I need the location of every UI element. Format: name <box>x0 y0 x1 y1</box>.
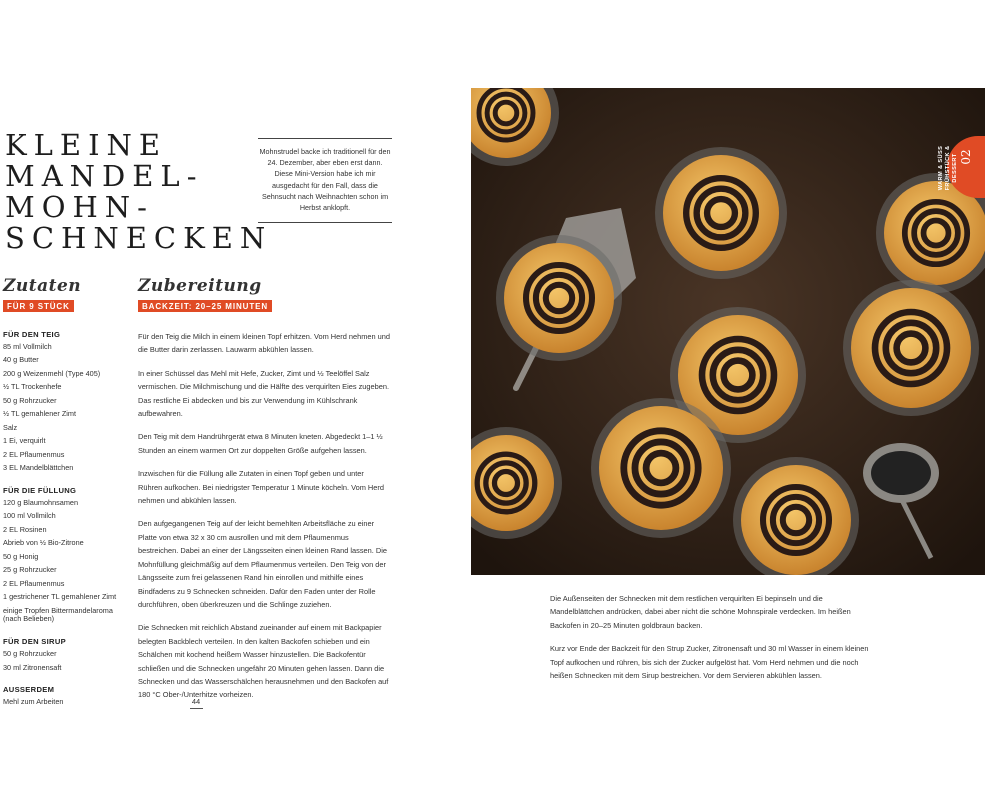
ingredient-group-title: AUSSERDEM <box>3 685 55 695</box>
ingredient-group-title: FÜR DEN SIRUP <box>3 637 66 647</box>
intro-text: Mohnstrudel backe ich traditionell für den 24. Dezember, aber eben erst dann. Diese Mini-Version habe ich mir ausgedacht für den Fall, dass die Sehnsucht nach Weihnachten schon im Herbst anklopft. <box>258 138 392 223</box>
bun <box>851 288 971 408</box>
title-line: KLEINE <box>5 128 168 162</box>
ingredient-group <box>3 330 123 473</box>
ingredient-item: 2 EL Rosinen <box>3 524 47 534</box>
ingredient-list <box>3 650 123 672</box>
method-step: In einer Schüssel das Mehl mit Hefe, Zucker, Zimt und ½ Teelöffel Salz vermischen. Die Milchmischung und die Hälfte des verquirlten Eies zugeben. Das restliche Ei abdecken und bis zur Verwendung im Kühlschrank aufbewahren. <box>138 368 389 419</box>
ingredient-item: einige Tropfen Bittermandelaroma (nach Belieben) <box>3 605 113 624</box>
method-steps <box>138 330 390 702</box>
ingredient-item: Mehl zum Arbeiten <box>3 697 64 707</box>
ingredient-group-title: FÜR DEN TEIG <box>3 330 61 339</box>
recipe-title <box>5 128 273 255</box>
ingredient-list <box>3 343 123 473</box>
method-step: Die Außenseiten der Schnecken mit dem restlichen verquirlten Ei bepinseln und die Mandelblättchen andrücken, dabei aber nicht die schöne Mohnspirale verdecken. Im heißen Backofen in 20–25 Minuten goldbraun backen. <box>550 594 851 630</box>
ingredient-item: ½ TL Trockenhefe <box>3 382 62 392</box>
bun <box>741 465 851 575</box>
ingredient-item: 1 Ei, verquirlt <box>3 436 46 446</box>
chapter-label-line: WARM & SÜSS <box>938 145 944 191</box>
page-number-rule <box>190 708 203 709</box>
page-number: 44 <box>191 697 201 706</box>
ingredients-heading: Zutaten <box>3 276 82 296</box>
method-step: Den Teig mit dem Handrührgerät etwa 8 Minuten kneten. Abgedeckt 1–1 ½ Stunden an einem warmen Ort zur doppelten Größe aufgehen lassen. <box>138 432 383 455</box>
ingredients-section <box>3 276 123 712</box>
bun <box>504 243 614 353</box>
method-step: Die Schnecken mit reichlich Abstand zueinander auf einem mit Backpapier belegten Backblech verteilen. In den kalten Backofen schieben und ein Schälchen mit kochend heißem Wasser hinzustellen. Die Backofentür schließen und die Schnecken ungefähr 20 Minuten gehen lassen. Dann die Schnecken und das Wasserschälchen herausnehmen und den Backofen auf 180 °C Ober-/Unterhitze vorheizen. <box>138 623 389 700</box>
food-photo-icon <box>471 88 985 575</box>
ingredient-item: 40 g Butter <box>3 355 39 365</box>
ingredient-item: 200 g Weizenmehl (Type 405) <box>3 368 101 378</box>
ingredient-item: Salz <box>3 422 18 432</box>
ingredient-item: ½ TL gemahlener Zimt <box>3 409 77 419</box>
ingredient-list <box>3 698 123 707</box>
method-section <box>138 276 390 712</box>
bun <box>599 406 723 530</box>
chapter-label <box>938 138 1000 196</box>
chapter-label-line: FRÜHSTÜCK & <box>945 145 951 191</box>
method-step: Den aufgegangenen Teig auf der leicht bemehlten Arbeitsfläche zu einer Platte von etwa 32 x 30 cm ausrollen und mit dem Pflaumenmus bestreichen. Dabei an einer der Längsseiten einen kleinen Rand lassen. Die Mohnfüllung gleichmäßig auf dem Pflaumenmus verteilen. Den Teig von der Längsseite zum frei gelassenen Rand hin einrollen und mithilfe eines Bindfadens zu 9 Schnecken schneiden. Dafür den Faden unter der Rolle durchführen, oben überkreuzen und die Schlinge zuziehen. <box>138 519 387 609</box>
ingredient-item: Abrieb von ½ Bio-Zitrone <box>3 538 84 548</box>
method-step: Kurz vor Ende der Backzeit für den Strup Zucker, Zitronensaft und 30 ml Wasser in einem kleinen Topf aufkochen und rühren, bis sich der Zucker aufgelöst hat. Vom Herd nehmen und die noch heißen Schnecken mit dem Sirup bestreichen. Vor dem Servieren abkühlen lassen. <box>550 644 869 681</box>
ingredient-item: 50 g Honig <box>3 551 39 561</box>
method-step: Inzwischen für die Füllung alle Zutaten in einen Topf geben und unter Rühren aufkochen. Bei niedrigster Temperatur 1 Minute köcheln. Vom Herd nehmen und abkühlen lassen. <box>138 469 384 506</box>
bun <box>663 155 779 271</box>
ingredient-group <box>3 486 123 624</box>
method-heading: Zubereitung <box>138 276 262 296</box>
ingredient-item: 2 EL Pflaumenmus <box>3 578 65 588</box>
ingredient-item: 25 g Rohrzucker <box>3 565 57 575</box>
food-photo <box>471 88 985 575</box>
ingredient-item: 30 ml Zitronensaft <box>3 662 62 672</box>
ingredient-item: 120 g Blaumohnsamen <box>3 497 79 507</box>
title-line: MANDEL- <box>5 159 204 193</box>
servings-badge: FÜR 9 STÜCK <box>3 300 74 312</box>
baking-time-badge: BACKZEIT: 20–25 MINUTEN <box>138 300 272 312</box>
chapter-number: 02 <box>959 149 973 165</box>
chapter-label-line: DESSERT <box>952 153 958 183</box>
ingredient-item: 1 gestrichener TL gemahlener Zimt <box>3 592 117 602</box>
ingredient-groups <box>3 330 123 707</box>
ingredient-group <box>3 637 123 672</box>
ingredient-item: 2 EL Pflaumenmus <box>3 449 65 459</box>
ingredient-list <box>3 499 123 624</box>
ingredient-item: 3 EL Mandelblättchen <box>3 463 74 473</box>
ingredient-item: 100 ml Vollmilch <box>3 511 56 521</box>
ingredient-group-title: FÜR DIE FÜLLUNG <box>3 485 77 495</box>
method-continued <box>550 592 875 692</box>
ingredient-item: 50 g Rohrzucker <box>3 649 57 659</box>
ingredient-item: 50 g Rohrzucker <box>3 395 57 405</box>
method-step: Für den Teig die Milch in einem kleinen Topf erhitzen. Vom Herd nehmen und die Butter darin zerlassen. Lauwarm abkühlen lassen. <box>138 332 390 355</box>
title-line: SCHNECKEN <box>5 221 273 255</box>
title-line: MOHN- <box>5 190 154 224</box>
ingredient-item: 85 ml Vollmilch <box>3 342 52 351</box>
ingredient-group <box>3 685 123 707</box>
